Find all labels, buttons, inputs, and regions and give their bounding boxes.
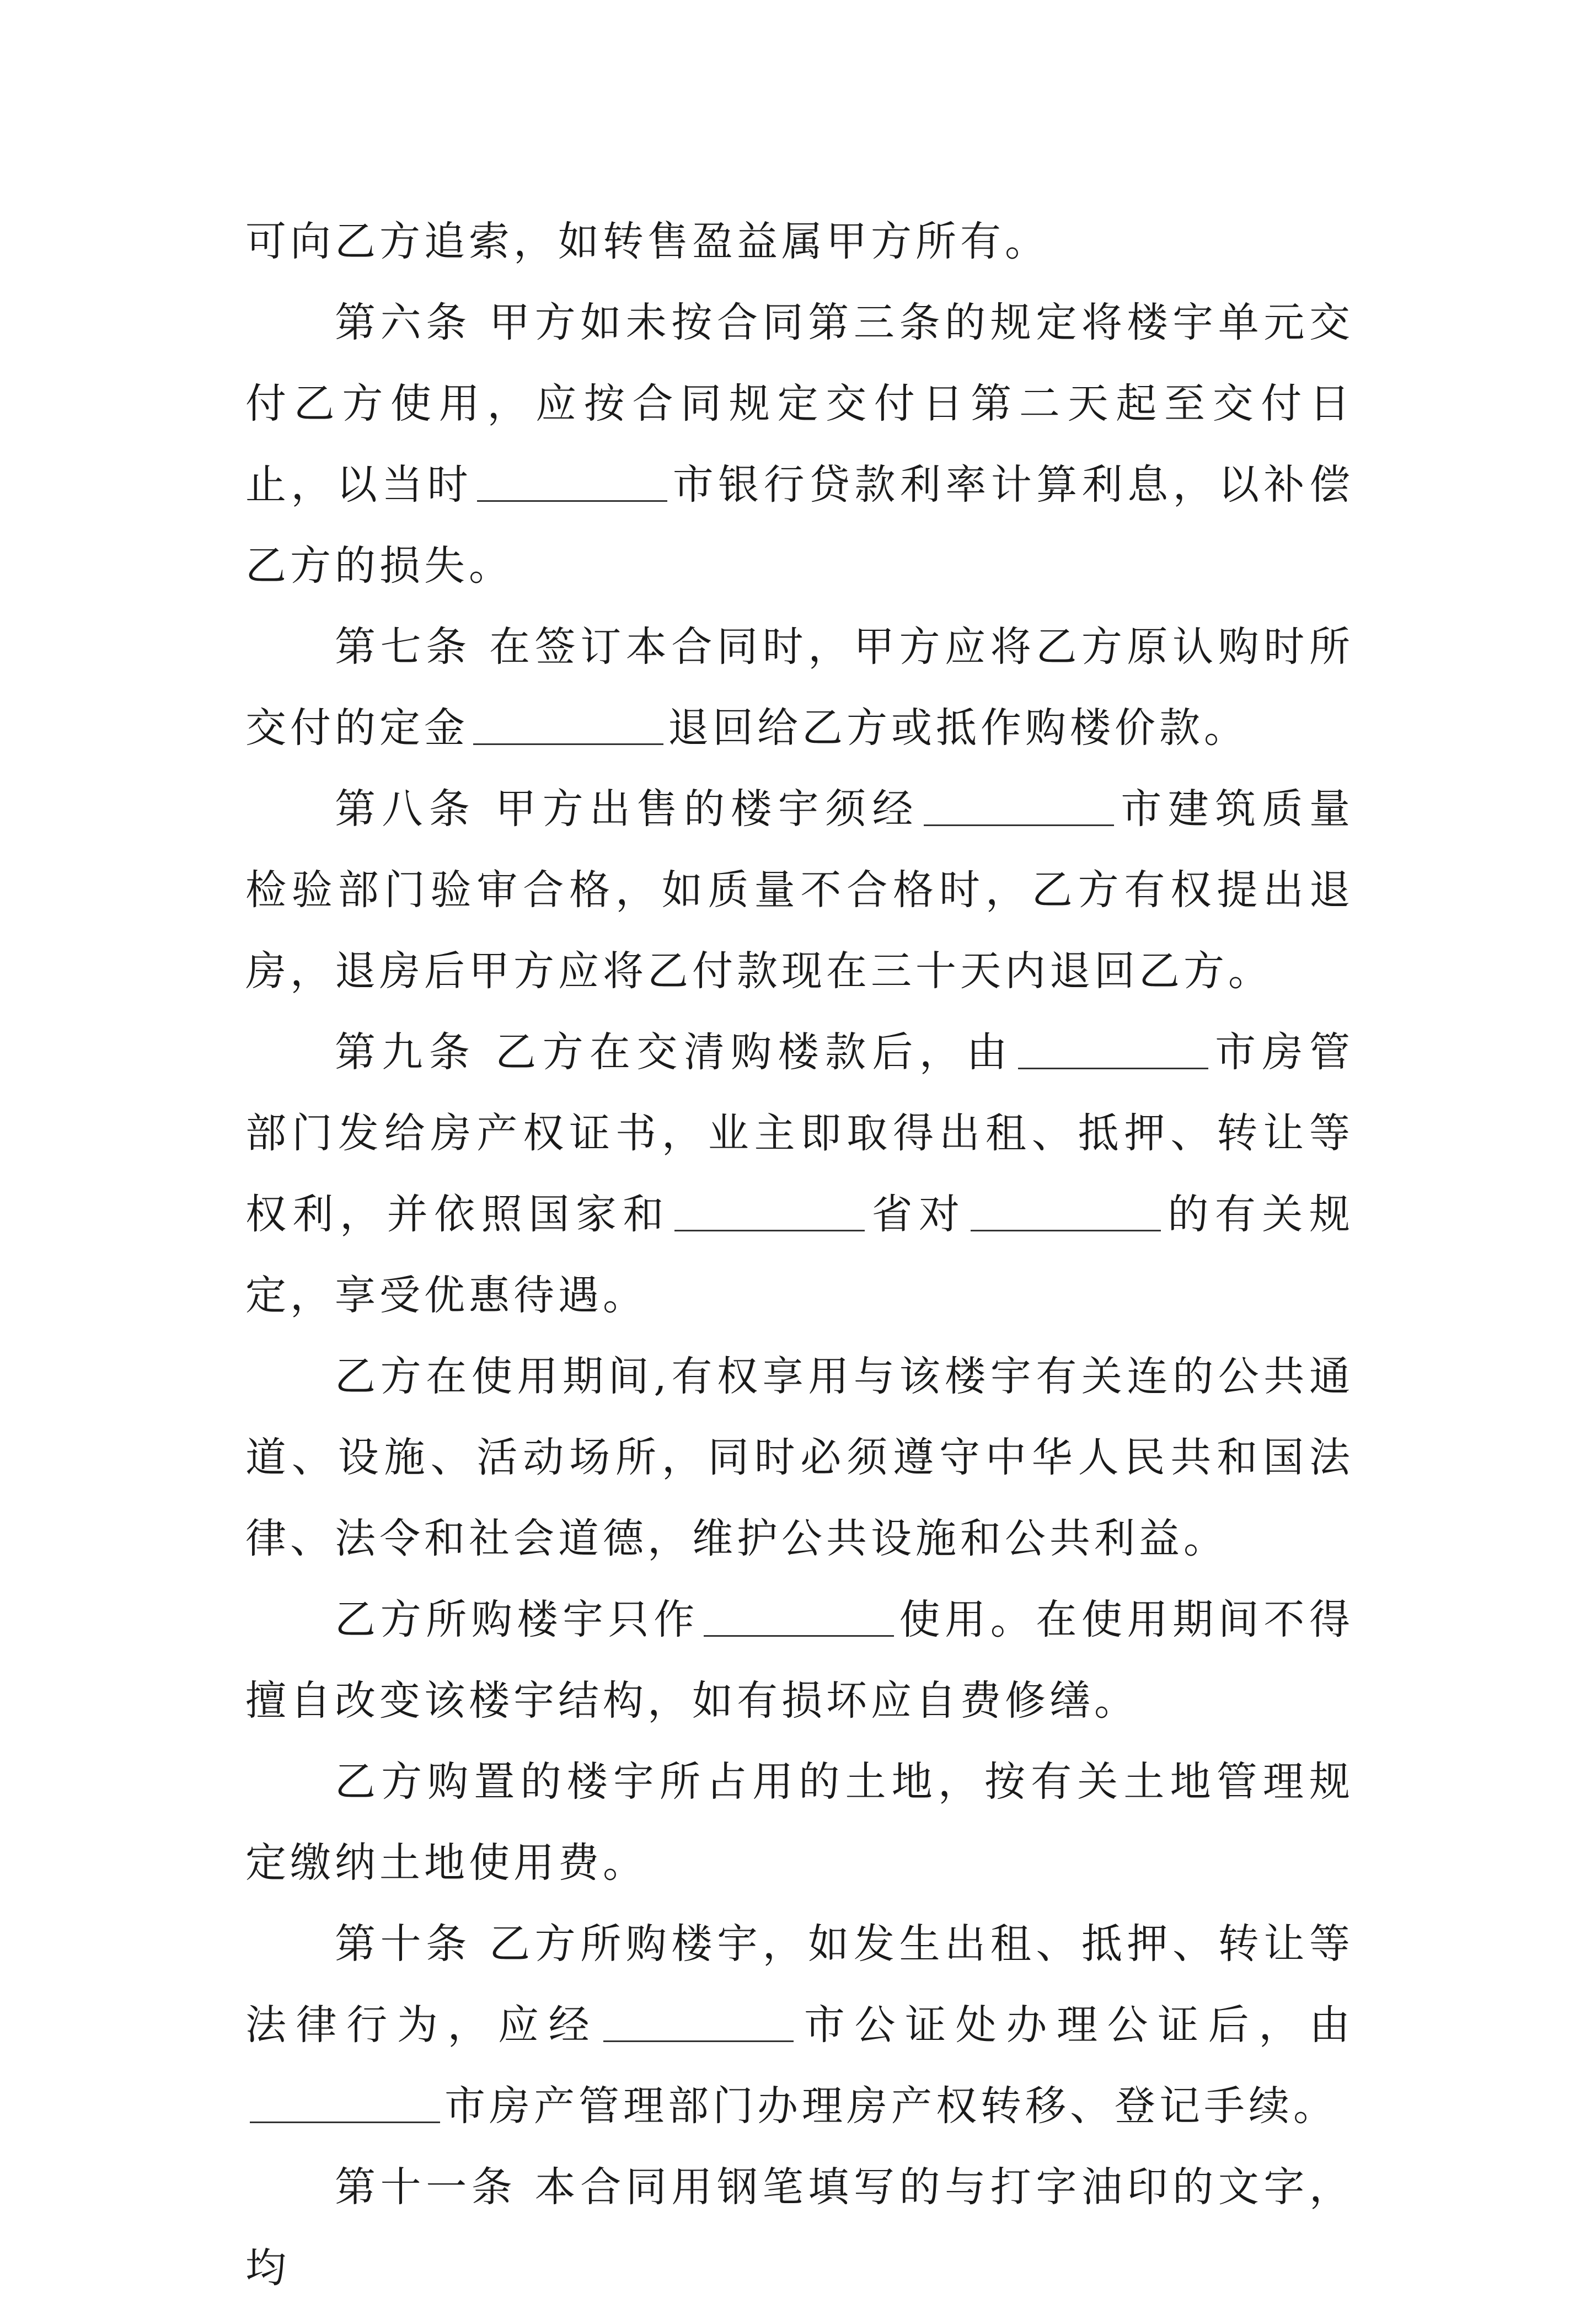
fill-in-blank (674, 1191, 865, 1231)
paragraph-article-8 (245, 769, 1354, 1012)
paragraph-usage-rights (245, 1336, 1354, 1579)
paragraph-article-10 (245, 1904, 1354, 2147)
paragraph-text: 市公证处办理公证后，由 (798, 2001, 1354, 2049)
fill-in-blank (971, 1191, 1161, 1231)
paragraph-article-9 (245, 1012, 1354, 1336)
fill-in-blank (1018, 1029, 1208, 1069)
paragraph-text: 乙方所购楼宇只作 (335, 1596, 699, 1643)
paragraph-continuation (245, 201, 1354, 282)
paragraph-text: 市房管部门发给房产权证书，业主即取得出租、抵押、转让等权利，并依照国家和 (245, 1028, 1354, 1238)
fill-in-blank (924, 786, 1114, 826)
paragraph-text: 第八条 甲方出售的楼宇须经 (335, 785, 919, 833)
paragraph-article-6 (245, 282, 1354, 607)
contract-body (245, 201, 1354, 2309)
paragraph-text: 乙方在使用期间,有权享用与该楼宇有关连的公共通道、设施、活动场所，同时必须遵守中华人民共和国法律、法令和社会道德，维护公共设施和公共利益。 (245, 1353, 1354, 1562)
paragraph-text: 市建筑质量检验部门验审合格，如质量不合格时，乙方有权提出退房，退房后甲方应将乙付款现在三十天内退回乙方。 (245, 785, 1354, 995)
paragraph-text: 市房产管理部门办理房产权转移、登记手续。 (444, 2082, 1338, 2130)
fill-in-blank (477, 462, 667, 502)
fill-in-blank (704, 1597, 894, 1637)
fill-in-blank (473, 705, 663, 745)
paragraph-article-11 (245, 2147, 1354, 2309)
paragraph-text: 第七条 在签订本合同时，甲方应将乙方原认购时所交付的定金 (245, 623, 1354, 752)
paragraph-text: 省对 (869, 1191, 966, 1238)
paragraph-text: 的有关规定，享受优惠待遇。 (245, 1191, 1354, 1319)
paragraph-text: 第十一条 本合同用钢笔填写的与打字油印的文字，均 (245, 2163, 1354, 2292)
paragraph-text: 退回给乙方或抵作购楼价款。 (668, 704, 1249, 752)
paragraph-text: 使用。在使用期间不得擅自改变该楼宇结构，如有损坏应自费修缮。 (245, 1596, 1354, 1724)
paragraph-text: 第十条 乙方所购楼宇，如发生出租、抵押、转让等法律行为，应经 (245, 1920, 1354, 2049)
paragraph-text: 第六条 甲方如未按合同第三条的规定将楼宇单元交付乙方使用，应按合同规定交付日第二天起至交付日止，以当时 (245, 299, 1354, 508)
paragraph-text: 可向乙方追索，如转售盈益属甲方所有。 (245, 218, 1049, 265)
paragraph-article-7 (245, 607, 1354, 769)
paragraph-usage-purpose (245, 1579, 1354, 1742)
fill-in-blank (603, 2002, 794, 2042)
paragraph-text: 第九条 乙方在交清购楼款后，由 (335, 1028, 1014, 1076)
paragraph-text: 乙方购置的楼宇所占用的土地，按有关土地管理规定缴纳土地使用费。 (245, 1758, 1354, 1887)
paragraph-land-fee (245, 1742, 1354, 1904)
fill-in-blank (250, 2083, 440, 2123)
paragraph-text: 市银行贷款利率计算利息，以补偿乙方的损失。 (245, 461, 1354, 590)
